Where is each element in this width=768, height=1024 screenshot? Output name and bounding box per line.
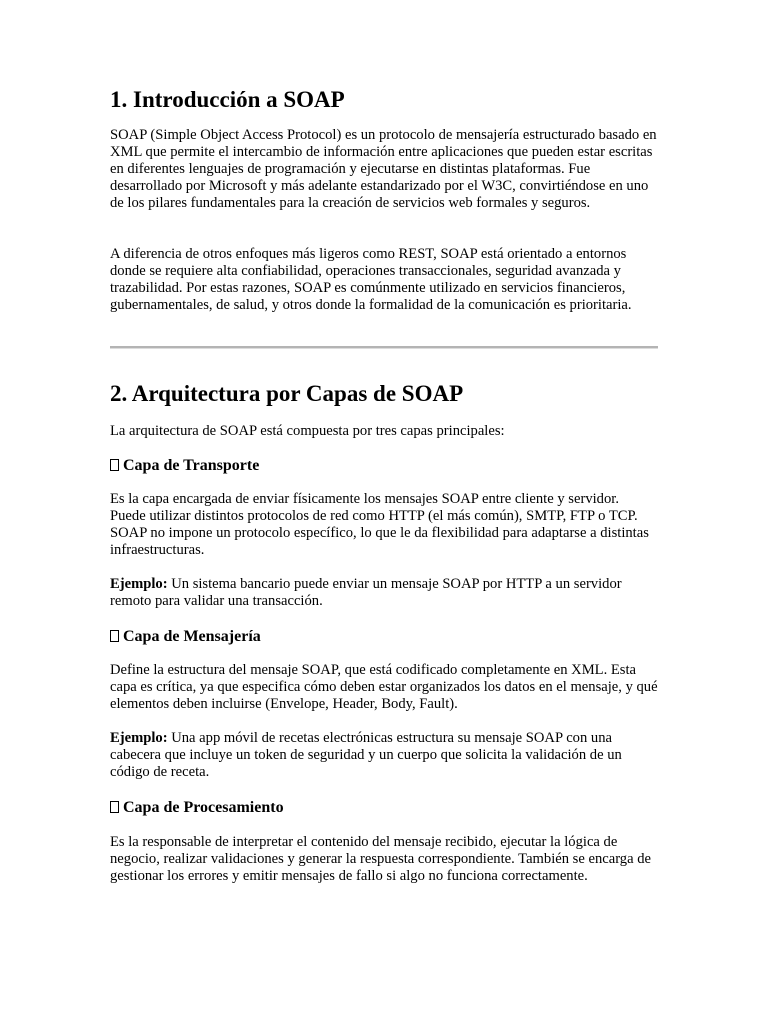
section-divider xyxy=(110,346,658,349)
layer-body-procesamiento: Es la responsable de interpretar el contenido del mensaje recibido, ejecutar la lógica de negocio, realizar validaciones y generar la respuesta correspondiente. También se encarga de gestionar los errores y emitir mensajes de fallo si algo no funciona correctamente. xyxy=(110,834,651,884)
layer-heading-transporte xyxy=(110,456,259,476)
layer-heading-procesamiento xyxy=(110,798,284,818)
section2-title: 2. Arquitectura por Capas de SOAP xyxy=(110,381,464,406)
section1-title: 1. Introducción a SOAP xyxy=(110,87,345,112)
example-text: Un sistema bancario puede enviar un mensaje SOAP por HTTP a un servidor remoto para validar una transacción. xyxy=(110,576,622,609)
layer-heading-label: Capa de Procesamiento xyxy=(123,799,284,816)
layer-heading-mensajeria xyxy=(110,627,261,647)
layer-body-transporte: Es la capa encargada de enviar físicamente los mensajes SOAP entre cliente y servidor. Puede utilizar distintos protocolos de red como HTTP (el más común), SMTP, FTP o TCP. SOAP no impone un protocolo específico, lo que le da flexibilidad para adaptarse a distintas infraestructuras. xyxy=(110,491,649,558)
example-text: Una app móvil de recetas electrónicas estructura su mensaje SOAP con una cabecera que incluye un token de seguridad y un cuerpo que solicita la validación de un código de receta. xyxy=(110,730,622,780)
layer-example-transporte xyxy=(110,576,658,610)
missing-glyph-icon xyxy=(110,801,119,813)
section1-paragraph2: A diferencia de otros enfoques más ligeros como REST, SOAP está orientado a entornos donde se requiere alta confiabilidad, operaciones transaccionales, seguridad avanzada y trazabilidad. Por estas razones, SOAP es comúnmente utilizado en servicios financieros, gubernamentales, de salud, y otros donde la formalidad de la comunicación es prioritaria. xyxy=(110,246,632,313)
example-label: Ejemplo: xyxy=(110,730,168,746)
section1-paragraph1: SOAP (Simple Object Access Protocol) es un protocolo de mensajería estructurado basado en XML que permite el intercambio de información entre aplicaciones que pueden estar escritas en diferentes lenguajes de programación y ejecutarse en distintas plataformas. Fue desarrollado por Microsoft y más adelante estandarizado por el W3C, convirtiéndose en uno de los pilares fundamentales para la creación de servicios web formales y seguros. xyxy=(110,127,657,211)
missing-glyph-icon xyxy=(110,459,119,471)
section2-intro: La arquitectura de SOAP está compuesta por tres capas principales: xyxy=(110,423,505,439)
layer-heading-label: Capa de Mensajería xyxy=(123,628,261,645)
layer-example-mensajeria xyxy=(110,730,658,781)
missing-glyph-icon xyxy=(110,630,119,642)
example-label: Ejemplo: xyxy=(110,576,168,592)
layer-body-mensajeria: Define la estructura del mensaje SOAP, que está codificado completamente en XML. Esta capa es crítica, ya que especifica cómo deben estar organizados los datos en el mensaje, y qué elementos deben incluirse (Envelope, Header, Body, Fault). xyxy=(110,662,658,712)
layer-heading-label: Capa de Transporte xyxy=(123,457,260,474)
